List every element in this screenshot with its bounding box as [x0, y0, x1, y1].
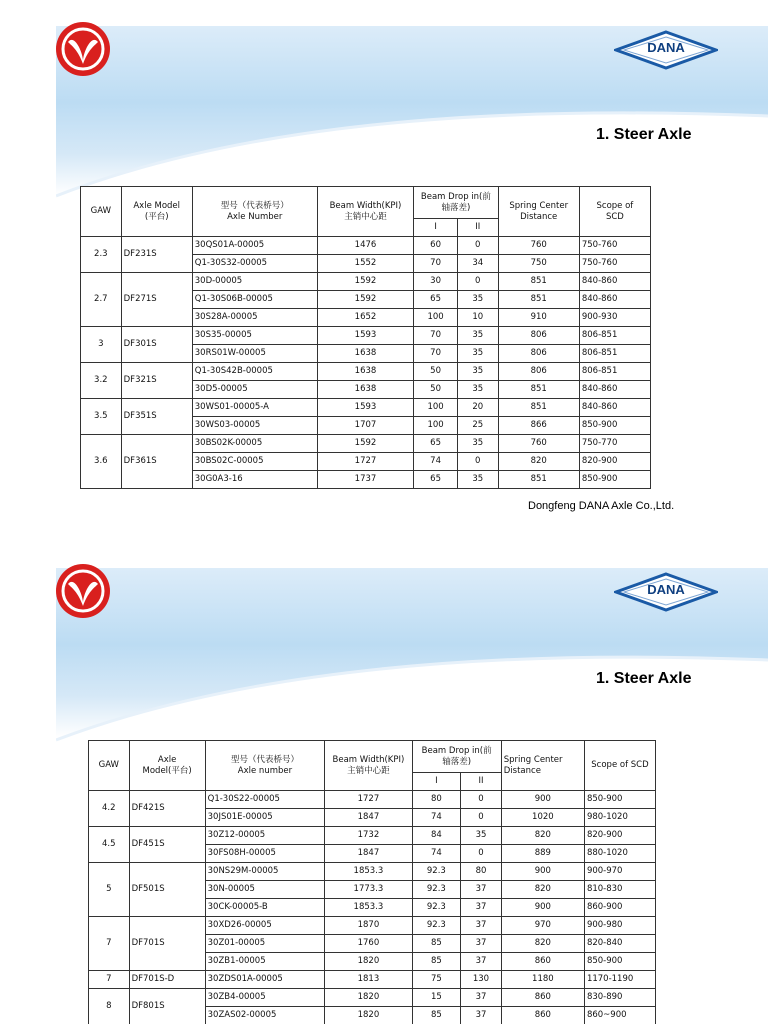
- cell-beam-width: 1813: [325, 971, 412, 989]
- header-beam-drop: Beam Drop in(前 轴落差): [412, 741, 501, 773]
- cell-scope: 810-830: [584, 881, 655, 899]
- cell-axle-number: 30XD26-00005: [205, 917, 325, 935]
- cell-scope: 860-900: [584, 899, 655, 917]
- cell-beam-width: 1760: [325, 935, 412, 953]
- cell-axle-model: DF701S-D: [129, 971, 205, 989]
- cell-drop-i: 92.3: [412, 899, 461, 917]
- cell-drop-i: 70: [414, 327, 458, 345]
- cell-spring-center: 760: [498, 435, 579, 453]
- cell-drop-ii: 35: [457, 471, 498, 489]
- cell-drop-i: 70: [414, 255, 458, 273]
- cell-drop-i: 74: [414, 453, 458, 471]
- cell-drop-i: 100: [414, 399, 458, 417]
- header-spring-center: Spring Center Distance: [498, 187, 579, 237]
- cell-beam-width: 1820: [325, 953, 412, 971]
- cell-spring-center: 1020: [501, 809, 584, 827]
- cell-axle-model: DF271S: [121, 273, 192, 327]
- steer-axle-table: [88, 740, 656, 1024]
- cell-axle-model: DF231S: [121, 237, 192, 273]
- cell-axle-number: 30FS08H-00005: [205, 845, 325, 863]
- table-row: [89, 971, 656, 989]
- cell-gaw: 3.2: [81, 363, 122, 399]
- cell-drop-ii: 35: [457, 435, 498, 453]
- header-drop-i: I: [412, 773, 461, 791]
- cell-drop-i: 70: [414, 345, 458, 363]
- header-drop-i: I: [414, 219, 458, 237]
- cell-drop-ii: 25: [457, 417, 498, 435]
- cell-axle-number: 30S28A-00005: [192, 309, 317, 327]
- cell-axle-number: Q1-30S42B-00005: [192, 363, 317, 381]
- cell-scope: 900-930: [579, 309, 650, 327]
- cell-axle-model: DF801S: [129, 989, 205, 1024]
- cell-axle-number: 30WS03-00005: [192, 417, 317, 435]
- cell-scope: 840-860: [579, 399, 650, 417]
- cell-spring-center: 806: [498, 327, 579, 345]
- cell-drop-i: 85: [412, 935, 461, 953]
- cell-drop-i: 80: [412, 791, 461, 809]
- cell-axle-number: 30ZB4-00005: [205, 989, 325, 1007]
- cell-beam-width: 1592: [317, 435, 414, 453]
- table-row: [89, 791, 656, 809]
- cell-axle-model: DF351S: [121, 399, 192, 435]
- header-beam-width: Beam Width(KPI) 主销中心距: [325, 741, 412, 791]
- cell-drop-ii: 0: [457, 237, 498, 255]
- cell-spring-center: 900: [501, 899, 584, 917]
- cell-axle-number: 30D5-00005: [192, 381, 317, 399]
- cell-axle-number: 30ZDS01A-00005: [205, 971, 325, 989]
- cell-drop-ii: 35: [457, 363, 498, 381]
- cell-beam-width: 1773.3: [325, 881, 412, 899]
- cell-beam-width: 1707: [317, 417, 414, 435]
- cell-drop-ii: 37: [461, 935, 502, 953]
- cell-scope: 840-860: [579, 381, 650, 399]
- header-axle-model: Axle Model(平台): [129, 741, 205, 791]
- cell-drop-i: 85: [412, 953, 461, 971]
- cell-beam-width: 1638: [317, 345, 414, 363]
- cell-scope: 1170-1190: [584, 971, 655, 989]
- cell-drop-ii: 35: [457, 345, 498, 363]
- cell-drop-i: 74: [412, 845, 461, 863]
- cell-beam-width: 1727: [317, 453, 414, 471]
- cell-axle-number: 30S35-00005: [192, 327, 317, 345]
- cell-scope: 980-1020: [584, 809, 655, 827]
- table-row: [81, 399, 651, 417]
- cell-beam-width: 1870: [325, 917, 412, 935]
- company-footer: Dongfeng DANA Axle Co.,Ltd.: [528, 500, 675, 512]
- steer-axle-table: [80, 186, 651, 489]
- cell-beam-width: 1853.3: [325, 899, 412, 917]
- cell-drop-i: 92.3: [412, 881, 461, 899]
- cell-beam-width: 1638: [317, 363, 414, 381]
- cell-spring-center: 760: [498, 237, 579, 255]
- header-scope: Scope of SCD: [584, 741, 655, 791]
- cell-drop-i: 50: [414, 381, 458, 399]
- page-title: 1. Steer Axle: [596, 126, 692, 143]
- cell-drop-i: 30: [414, 273, 458, 291]
- cell-spring-center: 851: [498, 273, 579, 291]
- cell-scope: 850-900: [584, 791, 655, 809]
- cell-axle-number: 30NS29M-00005: [205, 863, 325, 881]
- cell-spring-center: 970: [501, 917, 584, 935]
- header-beam-drop: Beam Drop in(前 轴落差): [414, 187, 498, 219]
- cell-spring-center: 910: [498, 309, 579, 327]
- dongfeng-logo-icon: [54, 20, 112, 78]
- cell-spring-center: 1180: [501, 971, 584, 989]
- cell-spring-center: 900: [501, 791, 584, 809]
- cell-drop-i: 92.3: [412, 917, 461, 935]
- cell-beam-width: 1737: [317, 471, 414, 489]
- cell-beam-width: 1732: [325, 827, 412, 845]
- cell-scope: 820-900: [579, 453, 650, 471]
- cell-axle-number: 30Z12-00005: [205, 827, 325, 845]
- cell-spring-center: 820: [501, 935, 584, 953]
- cell-axle-model: DF421S: [129, 791, 205, 827]
- cell-axle-number: 30BS02K-00005: [192, 435, 317, 453]
- cell-scope: 840-860: [579, 291, 650, 309]
- dana-logo-text: DANA: [647, 582, 685, 597]
- cell-drop-ii: 35: [461, 827, 502, 845]
- cell-axle-number: Q1-30S32-00005: [192, 255, 317, 273]
- cell-scope: 806-851: [579, 327, 650, 345]
- cell-beam-width: 1592: [317, 291, 414, 309]
- cell-spring-center: 820: [498, 453, 579, 471]
- cell-beam-width: 1820: [325, 989, 412, 1007]
- cell-axle-model: DF701S: [129, 917, 205, 971]
- cell-beam-width: 1593: [317, 399, 414, 417]
- cell-drop-ii: 37: [461, 899, 502, 917]
- header-gaw: GAW: [89, 741, 130, 791]
- cell-drop-ii: 35: [457, 381, 498, 399]
- cell-axle-number: 30G0A3-16: [192, 471, 317, 489]
- cell-drop-i: 84: [412, 827, 461, 845]
- cell-scope: 750-760: [579, 237, 650, 255]
- cell-axle-number: 30Z01-00005: [205, 935, 325, 953]
- cell-drop-i: 65: [414, 435, 458, 453]
- cell-axle-model: DF361S: [121, 435, 192, 489]
- cell-axle-number: 30WS01-00005-A: [192, 399, 317, 417]
- header-scope: Scope of SCD: [579, 187, 650, 237]
- cell-beam-width: 1847: [325, 845, 412, 863]
- cell-drop-ii: 37: [461, 953, 502, 971]
- cell-axle-number: 30CK-00005-B: [205, 899, 325, 917]
- cell-spring-center: 851: [498, 291, 579, 309]
- cell-drop-ii: 0: [461, 845, 502, 863]
- cell-spring-center: 806: [498, 363, 579, 381]
- cell-drop-ii: 20: [457, 399, 498, 417]
- table-row: [81, 273, 651, 291]
- cell-spring-center: 860: [501, 953, 584, 971]
- cell-gaw: 5: [89, 863, 130, 917]
- table-row: [81, 435, 651, 453]
- header-beam-width: Beam Width(KPI) 主销中心距: [317, 187, 414, 237]
- cell-axle-model: DF321S: [121, 363, 192, 399]
- cell-axle-number: 30D-00005: [192, 273, 317, 291]
- cell-drop-i: 100: [414, 309, 458, 327]
- cell-gaw: 2.3: [81, 237, 122, 273]
- cell-axle-number: 30ZAS02-00005: [205, 1007, 325, 1024]
- cell-beam-width: 1552: [317, 255, 414, 273]
- table-row: [81, 363, 651, 381]
- cell-drop-i: 75: [412, 971, 461, 989]
- table-row: [81, 237, 651, 255]
- cell-gaw: 3.5: [81, 399, 122, 435]
- slide-2: [0, 542, 768, 1024]
- cell-scope: 806-851: [579, 345, 650, 363]
- cell-axle-number: 30JS01E-00005: [205, 809, 325, 827]
- cell-drop-ii: 35: [457, 327, 498, 345]
- cell-scope: 850-900: [579, 417, 650, 435]
- cell-drop-i: 85: [412, 1007, 461, 1024]
- cell-gaw: 4.5: [89, 827, 130, 863]
- cell-scope: 840-860: [579, 273, 650, 291]
- cell-drop-ii: 0: [457, 273, 498, 291]
- cell-axle-number: Q1-30S06B-00005: [192, 291, 317, 309]
- cell-spring-center: 860: [501, 1007, 584, 1024]
- cell-axle-model: DF501S: [129, 863, 205, 917]
- cell-drop-i: 74: [412, 809, 461, 827]
- page-title: 1. Steer Axle: [596, 670, 692, 687]
- cell-drop-ii: 0: [457, 453, 498, 471]
- cell-drop-ii: 37: [461, 989, 502, 1007]
- cell-spring-center: 806: [498, 345, 579, 363]
- dana-logo-text: DANA: [647, 40, 685, 55]
- cell-beam-width: 1476: [317, 237, 414, 255]
- cell-spring-center: 851: [498, 399, 579, 417]
- cell-drop-i: 60: [414, 237, 458, 255]
- cell-drop-ii: 0: [461, 809, 502, 827]
- cell-axle-number: 30ZB1-00005: [205, 953, 325, 971]
- cell-drop-ii: 10: [457, 309, 498, 327]
- header-gaw: GAW: [81, 187, 122, 237]
- cell-scope: 750-760: [579, 255, 650, 273]
- cell-beam-width: 1593: [317, 327, 414, 345]
- cell-drop-ii: 130: [461, 971, 502, 989]
- header-axle-number: 型号（代表桥号） Axle number: [205, 741, 325, 791]
- cell-spring-center: 900: [501, 863, 584, 881]
- table-row: [89, 863, 656, 881]
- cell-beam-width: 1638: [317, 381, 414, 399]
- cell-scope: 880-1020: [584, 845, 655, 863]
- cell-axle-number: 30BS02C-00005: [192, 453, 317, 471]
- cell-drop-ii: 35: [457, 291, 498, 309]
- cell-scope: 806-851: [579, 363, 650, 381]
- cell-beam-width: 1652: [317, 309, 414, 327]
- cell-drop-i: 65: [414, 291, 458, 309]
- dongfeng-logo-icon: [54, 562, 112, 620]
- cell-spring-center: 820: [501, 827, 584, 845]
- cell-spring-center: 866: [498, 417, 579, 435]
- cell-scope: 820-900: [584, 827, 655, 845]
- header-axle-model: Axle Model (平台): [121, 187, 192, 237]
- table-row: [89, 917, 656, 935]
- cell-drop-ii: 37: [461, 881, 502, 899]
- cell-axle-number: Q1-30S22-00005: [205, 791, 325, 809]
- cell-gaw: 8: [89, 989, 130, 1024]
- cell-axle-number: 30N-00005: [205, 881, 325, 899]
- cell-axle-model: DF301S: [121, 327, 192, 363]
- cell-drop-ii: 80: [461, 863, 502, 881]
- cell-beam-width: 1847: [325, 809, 412, 827]
- cell-gaw: 3.6: [81, 435, 122, 489]
- cell-drop-i: 100: [414, 417, 458, 435]
- cell-drop-i: 15: [412, 989, 461, 1007]
- table-row: [89, 989, 656, 1007]
- cell-scope: 830-890: [584, 989, 655, 1007]
- cell-gaw: 7: [89, 971, 130, 989]
- cell-axle-model: DF451S: [129, 827, 205, 863]
- cell-spring-center: 851: [498, 471, 579, 489]
- cell-beam-width: 1727: [325, 791, 412, 809]
- cell-beam-width: 1592: [317, 273, 414, 291]
- header-drop-ii: II: [461, 773, 502, 791]
- cell-beam-width: 1853.3: [325, 863, 412, 881]
- cell-drop-i: 92.3: [412, 863, 461, 881]
- cell-gaw: 7: [89, 917, 130, 971]
- cell-scope: 820-840: [584, 935, 655, 953]
- cell-spring-center: 860: [501, 989, 584, 1007]
- cell-scope: 900-980: [584, 917, 655, 935]
- header-drop-ii: II: [457, 219, 498, 237]
- header-axle-number: 型号（代表桥号） Axle Number: [192, 187, 317, 237]
- cell-drop-ii: 0: [461, 791, 502, 809]
- cell-axle-number: 30QS01A-00005: [192, 237, 317, 255]
- cell-drop-i: 50: [414, 363, 458, 381]
- table-row: [89, 827, 656, 845]
- cell-drop-i: 65: [414, 471, 458, 489]
- cell-spring-center: 750: [498, 255, 579, 273]
- cell-gaw: 3: [81, 327, 122, 363]
- cell-drop-ii: 34: [457, 255, 498, 273]
- cell-gaw: 4.2: [89, 791, 130, 827]
- cell-scope: 750-770: [579, 435, 650, 453]
- table-row: [81, 327, 651, 345]
- cell-scope: 850-900: [579, 471, 650, 489]
- cell-spring-center: 851: [498, 381, 579, 399]
- cell-drop-ii: 37: [461, 1007, 502, 1024]
- cell-scope: 850-900: [584, 953, 655, 971]
- header-spring-center: Spring Center Distance: [501, 741, 584, 791]
- cell-scope: 900-970: [584, 863, 655, 881]
- cell-gaw: 2.7: [81, 273, 122, 327]
- cell-spring-center: 820: [501, 881, 584, 899]
- cell-scope: 860~900: [584, 1007, 655, 1024]
- cell-beam-width: 1820: [325, 1007, 412, 1024]
- cell-axle-number: 30RS01W-00005: [192, 345, 317, 363]
- cell-spring-center: 889: [501, 845, 584, 863]
- cell-drop-ii: 37: [461, 917, 502, 935]
